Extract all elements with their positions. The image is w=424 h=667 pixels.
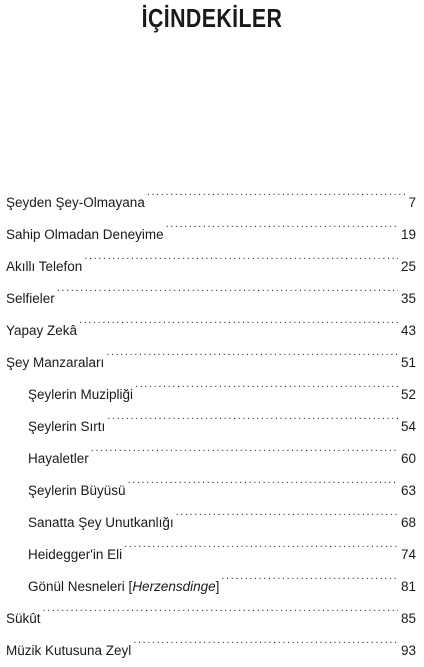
dot-leader: [135, 367, 398, 399]
toc-page-number: 54: [400, 419, 416, 434]
dot-leader: [176, 495, 398, 527]
toc-page-number: 81: [400, 579, 416, 594]
toc-entry-title: Sanatta Şey Unutkanlığı: [28, 515, 174, 530]
toc-page-number: 52: [400, 387, 416, 402]
toc-entry-title: Yapay Zekâ: [6, 323, 78, 338]
toc-entry-title: Selfieler: [6, 291, 55, 306]
dot-leader: [133, 623, 398, 655]
toc-page-number: 43: [400, 323, 416, 338]
toc-entry-title-suffix: ]: [215, 579, 220, 594]
dot-leader: [91, 431, 398, 463]
toc-entry-title: Akıllı Telefon: [6, 259, 83, 274]
dot-leader: [79, 303, 398, 335]
dot-leader: [166, 207, 398, 239]
toc-entry[interactable]: [0, 271, 424, 306]
dot-leader: [43, 591, 398, 623]
toc-entry-title: Şeylerin Büyüsü: [28, 483, 126, 498]
dot-leader: [147, 175, 406, 207]
dot-leader: [221, 559, 398, 591]
toc-entry-title: Şeylerin Muzipliği: [28, 387, 134, 402]
dot-leader: [84, 239, 398, 271]
toc-entry[interactable]: [0, 175, 424, 210]
toc-entry-title: Şeylerin Sırtı: [28, 419, 106, 434]
toc-page-number: 35: [400, 291, 416, 306]
page-title: İÇİNDEKİLER: [141, 3, 283, 33]
toc-page-number: 93: [400, 643, 416, 658]
toc-entry-title: Hayaletler: [28, 451, 89, 466]
toc-entry-title: Şeyden Şey-Olmayana: [6, 195, 145, 210]
toc-page-number: 63: [400, 483, 416, 498]
toc-entry[interactable]: [0, 591, 424, 626]
table-of-contents: [0, 175, 424, 658]
toc-entry-title: Sükût: [6, 611, 41, 626]
toc-entry-title: Sahip Olmadan Deneyime: [6, 227, 164, 242]
toc-page-number: 85: [400, 611, 416, 626]
dot-leader: [128, 463, 398, 495]
toc-entry[interactable]: [0, 303, 424, 338]
toc-entry[interactable]: [0, 623, 424, 658]
toc-entry-title-italic: Herzensdinge: [132, 579, 216, 594]
dot-leader: [124, 527, 398, 559]
toc-page-number: 25: [400, 259, 416, 274]
dot-leader: [107, 399, 398, 431]
dot-leader: [57, 271, 398, 303]
toc-page-number: 51: [400, 355, 416, 370]
toc-entry-title-text: Gönül Nesneleri [: [28, 579, 133, 594]
toc-entry-title: Heidegger'in Eli: [28, 547, 123, 562]
toc-page-number: 74: [400, 547, 416, 562]
toc-entry-title: Müzik Kutusuna Zeyl: [6, 643, 132, 658]
toc-entry-title: Şey Manzaraları: [6, 355, 105, 370]
toc-page-number: 19: [400, 227, 416, 242]
dot-leader: [106, 335, 398, 367]
toc-page-number: 60: [400, 451, 416, 466]
toc-page-number: 7: [408, 195, 416, 210]
toc-page-number: 68: [400, 515, 416, 530]
